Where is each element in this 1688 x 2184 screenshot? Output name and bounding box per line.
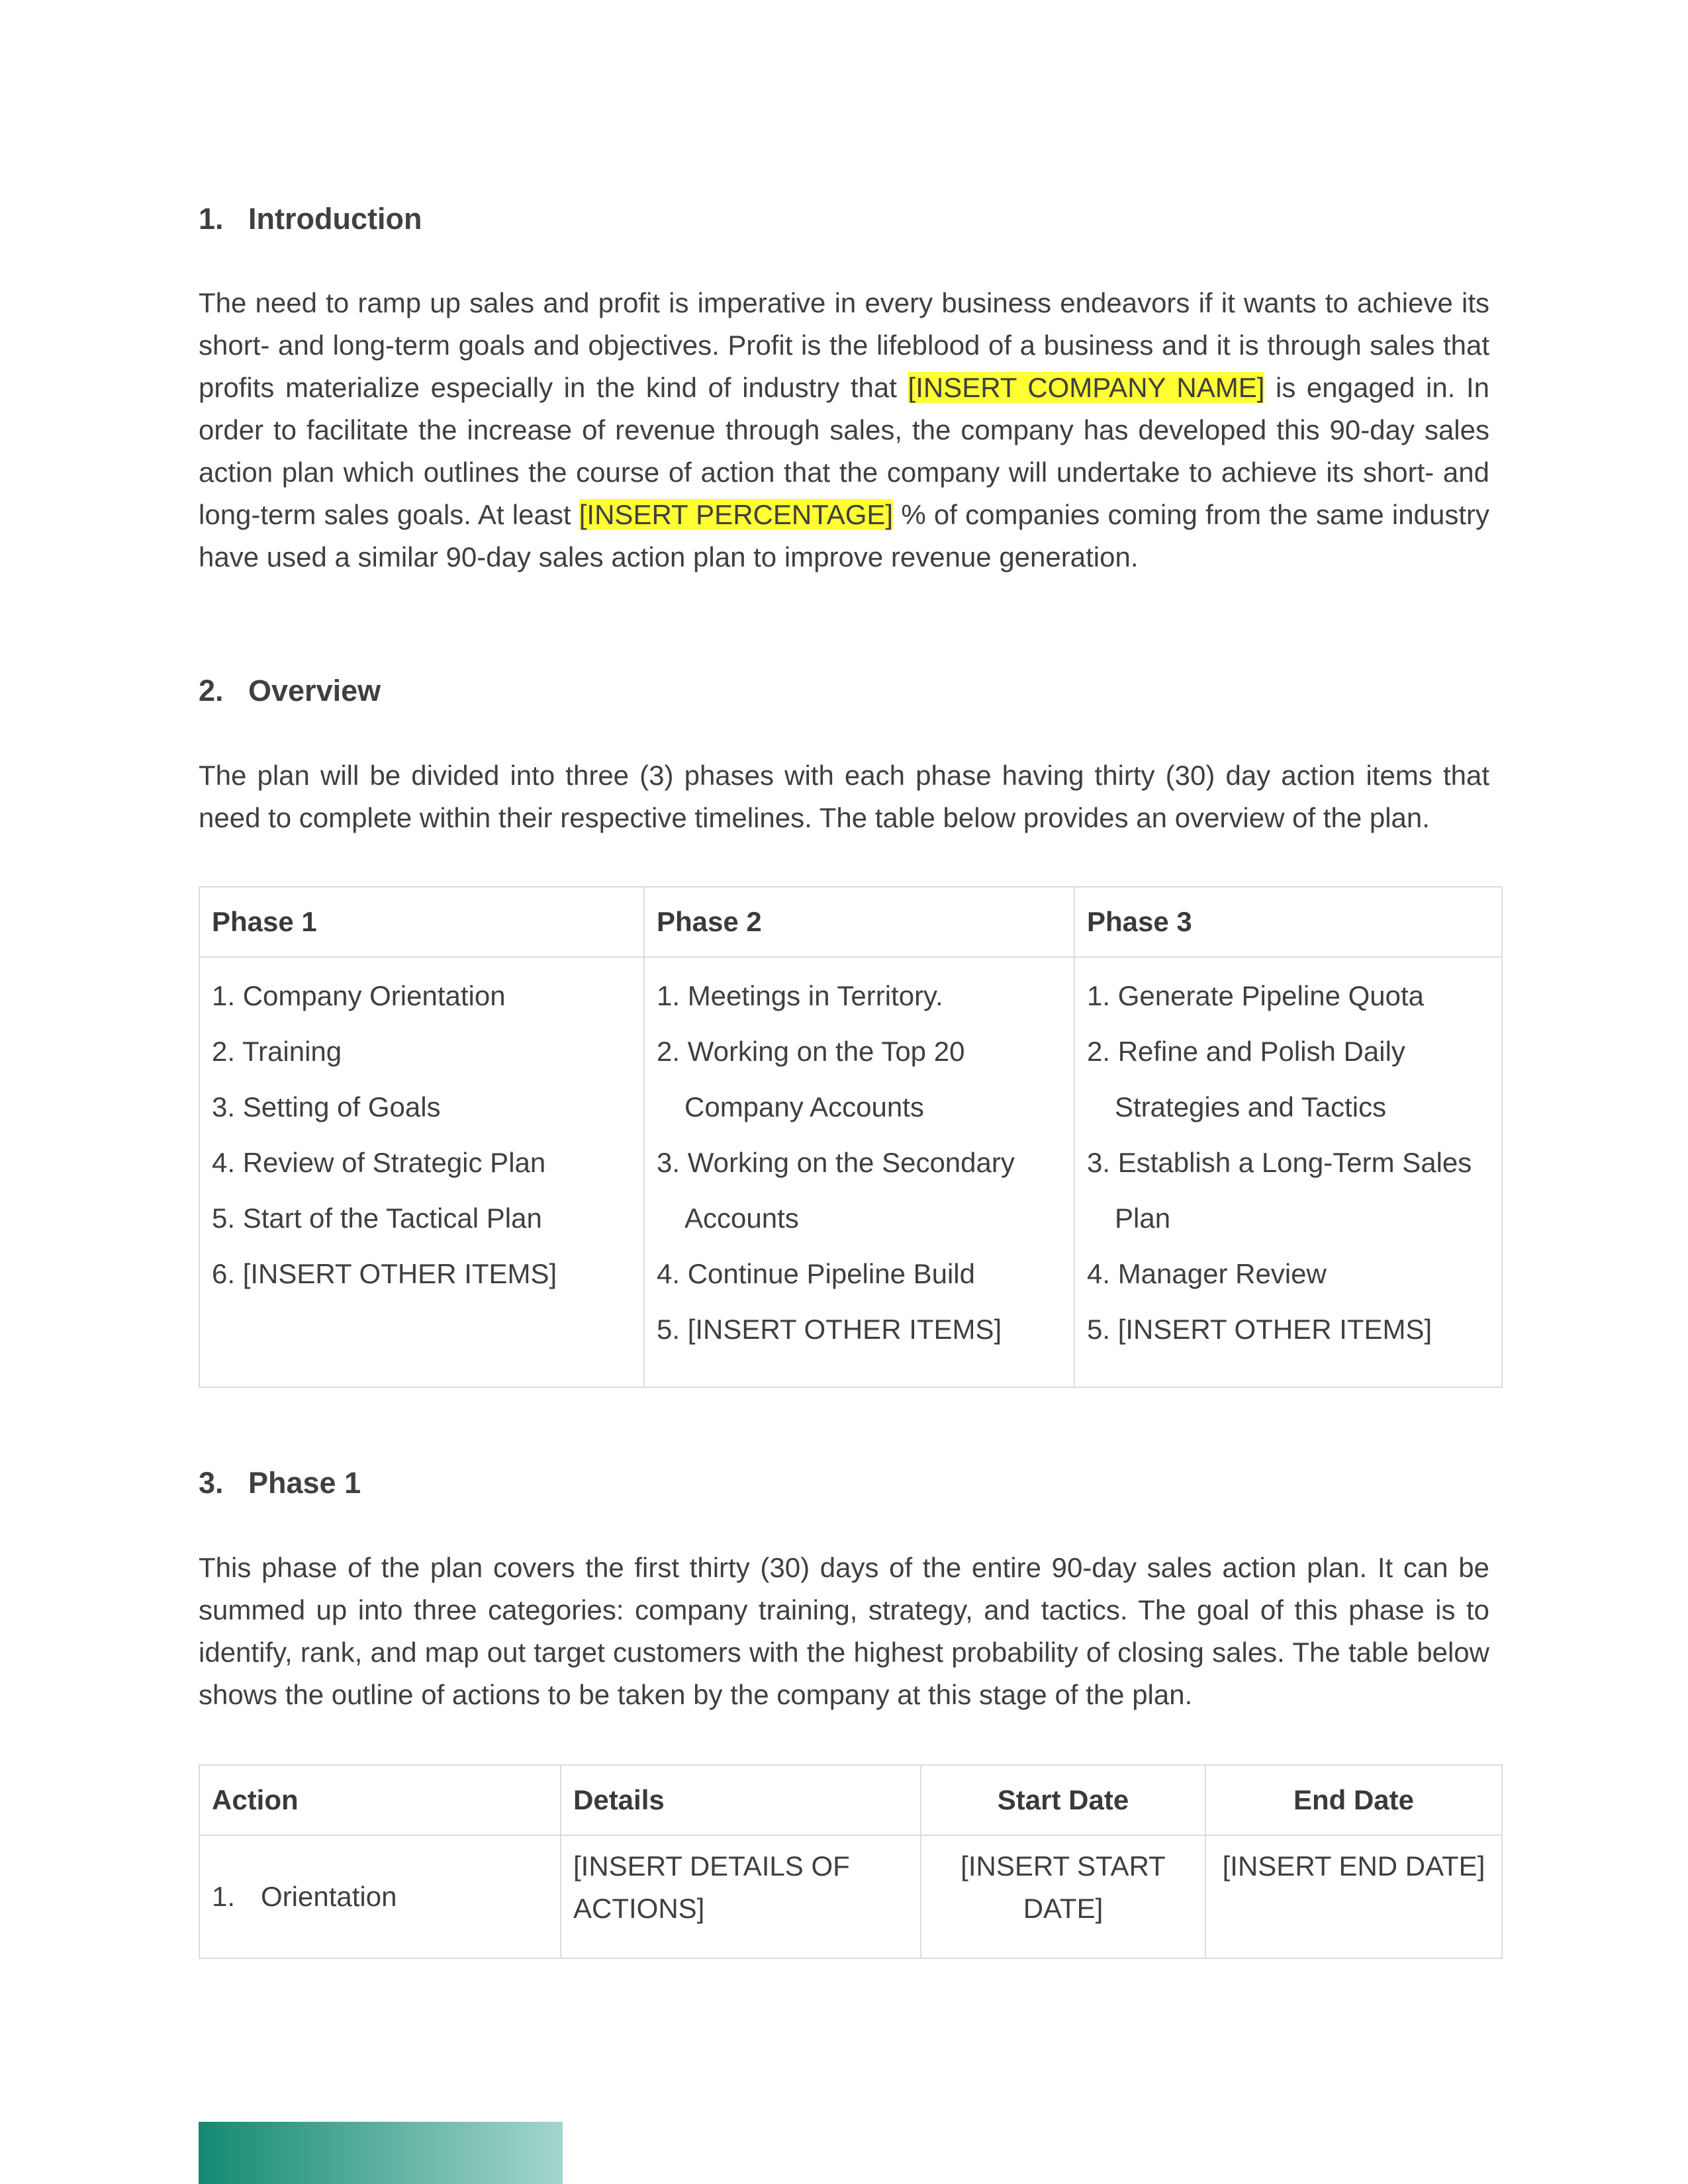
section-title: Phase 1 [248,1466,361,1500]
phase-1-cell [199,957,644,1387]
intro-text-3: % of companies coming from the same industry have used a similar 90-day sales action plan to improve revenue generation. [199,499,1489,572]
section-title: Overview [248,674,381,707]
details-header: Details [561,1765,921,1835]
table-header-row [199,887,1502,957]
section-number: 2. [199,674,224,707]
list-item: 2. Training [212,1036,342,1067]
start-date-header: Start Date [921,1765,1205,1835]
intro-text-2: is engaged in. In order to facilitate the increase of revenue through sales, the company has developed this 90-day sales action plan which outlines the course of action that the company will undertake to achieve its short- and long-term sales goals. At least [199,372,1490,530]
details-cell: [INSERT DETAILS OF ACTIONS] [561,1835,921,1958]
table-header-row [199,1765,1502,1835]
company-name-placeholder: [INSERT COMPANY NAME] [908,372,1265,403]
introduction-paragraph [199,282,1489,578]
end-date-cell: [INSERT END DATE] [1205,1835,1502,1958]
overview-paragraph: The plan will be divided into three (3) phases with each phase having thirty (30) day action items that need to complete within their respective timelines. The table below provides an overview of the plan. [199,760,1489,833]
action-cell [199,1835,561,1958]
intro-text-1: The need to ramp up sales and profit is imperative in every business endeavors if it wants to achieve its short- and long-term goals and objectives. Profit is the lifeblood of a business and it is through sales that profits materialize especially in the kind of industry that [199,287,1489,403]
footer-gradient-bar [199,2122,563,2184]
list-item: 1. Company Orientation [212,980,506,1011]
section-title: Introduction [248,202,422,236]
start-date-cell: [INSERT START DATE] [921,1835,1205,1958]
list-item: 2. Working on the Top 20 Company Accounts [657,1036,965,1122]
table-row [199,957,1502,1387]
section-heading-introduction [199,204,422,234]
action-label: Orientation [261,1881,397,1912]
section-number: 3. [199,1466,224,1500]
phase-1-header: Phase 1 [199,887,644,957]
phase-2-header: Phase 2 [644,887,1074,957]
phases-table [199,886,1503,1388]
list-item: 5. [INSERT OTHER ITEMS] [657,1314,1002,1345]
list-item: 3. Establish a Long-Term Sales Plan [1087,1147,1472,1234]
list-item: 5. [INSERT OTHER ITEMS] [1087,1314,1432,1345]
table-row [199,1835,1502,1958]
phase-2-cell [644,957,1074,1387]
list-item: 4. Continue Pipeline Build [657,1258,975,1289]
section-heading-overview [199,676,381,705]
actions-table [199,1764,1503,1959]
action-header: Action [199,1765,561,1835]
list-item: 5. Start of the Tactical Plan [212,1203,542,1234]
list-item: 6. [INSERT OTHER ITEMS] [212,1258,557,1289]
phase-3-cell [1074,957,1502,1387]
phase-3-header: Phase 3 [1074,887,1502,957]
list-item: 4. Review of Strategic Plan [212,1147,546,1178]
list-item: 1. Generate Pipeline Quota [1087,980,1425,1011]
list-item: 2. Refine and Polish Daily Strategies and Tactics [1087,1036,1405,1122]
list-item: 3. Working on the Secondary Accounts [657,1147,1015,1234]
phase1-paragraph: This phase of the plan covers the first thirty (30) days of the entire 90-day sales action plan. It can be summed up into three categories: company training, strategy, and tactics. The goal of this phase is to identify, rank, and map out target customers with the highest probability of closing sales. The table below shows the outline of actions to be taken by the company at this stage of the plan. [199,1552,1489,1710]
section-number: 1. [199,202,224,236]
percentage-placeholder: [INSERT PERCENTAGE] [579,499,894,530]
list-item: 1. Meetings in Territory. [657,980,943,1011]
section-heading-phase1 [199,1468,361,1498]
end-date-header: End Date [1205,1765,1502,1835]
action-number: 1. [212,1881,236,1912]
list-item: 3. Setting of Goals [212,1091,441,1122]
list-item: 4. Manager Review [1087,1258,1327,1289]
